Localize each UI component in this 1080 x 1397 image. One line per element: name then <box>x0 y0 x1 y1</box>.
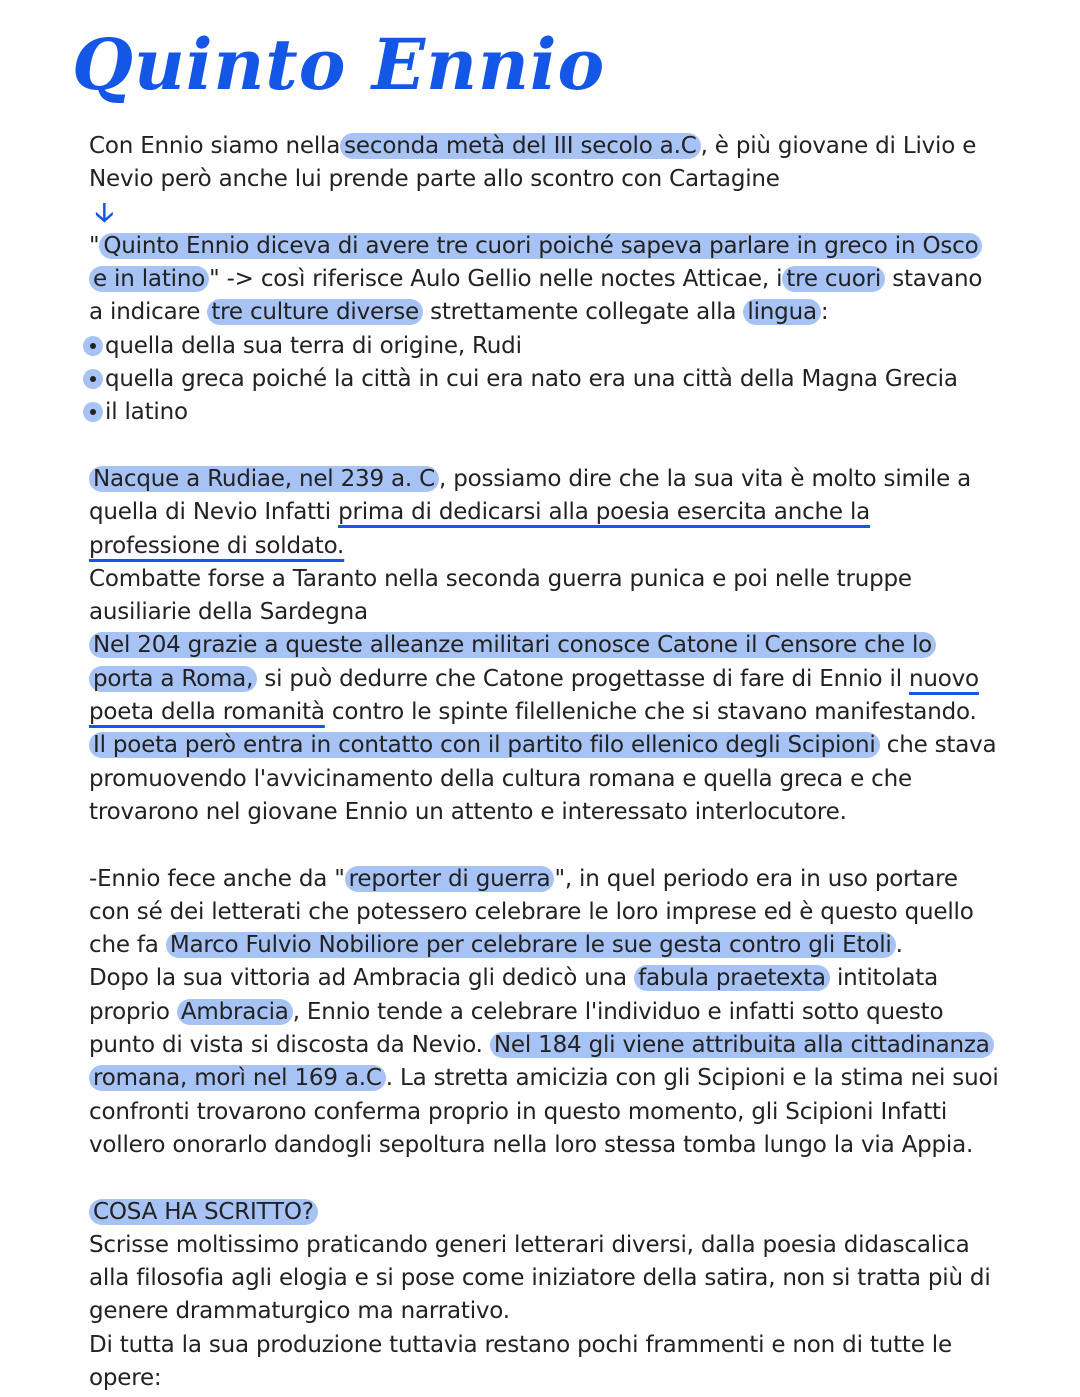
quote-paragraph: " Quinto Ennio diceva di avere tre cuori poiché sapeva parlare in greco in Osco e in latino " -> così riferisce Aulo Gellio nelle noctes Atticae, i tre cuori stavano a indicare tre culture diverse strettamente collegate alla lingua : <box>89 232 983 326</box>
highlight: seconda metà del III secolo a.C <box>340 133 700 159</box>
highlight: lingua <box>743 299 820 325</box>
bullet-icon <box>83 402 103 422</box>
highlight: Il poeta però entra in contatto con il partito filo ellenico degli Scipioni <box>89 732 880 758</box>
bullet-icon <box>83 336 103 356</box>
underline: prima di dedicarsi alla poesia esercita anche la professione di soldato. <box>89 499 871 559</box>
rome-paragraph: Nel 204 grazie a queste alleanze militari conosce Catone il Censore che lo porta a Roma, si può dedurre che Catone progettasse di fare di Ennio il nuovo poeta della romanità contro le spinte filelleniche che si stavano manifestando. Il poeta però entra in contatto con il partito filo ellenico degli Scipioni che stava promuovendo l'avvicinamento della cultura romana e quella greca e che trovarono nel giovane Ennio un attento e interessato interlocutore. <box>89 632 997 825</box>
highlight: Nel 204 grazie a queste alleanze militari conosce Catone il Censore che lo porta a Roma, <box>89 632 936 691</box>
life-paragraph: Nacque a Rudiae, nel 239 a. C , possiamo dire che la sua vita è molto simile a quella di Nevio Infatti prima di dedicarsi alla poesia esercita anche la professione di soldato. <box>89 465 972 559</box>
list-item: quella greca poiché la città in cui era nato era una città della Magna Grecia <box>89 363 999 396</box>
section-heading <box>89 1196 999 1229</box>
highlight: Quinto Ennio diceva di avere tre cuori poiché sapeva parlare in greco in Osco e in latino <box>89 233 982 292</box>
works-paragraph-2: Di tutta la sua produzione tuttavia restano pochi frammenti e non di tutte le opere: <box>89 1331 952 1391</box>
highlight: tre culture diverse <box>207 299 423 325</box>
highlight: COSA HA SCRITTO? <box>89 1199 318 1225</box>
intro-paragraph: Con Ennio siamo nella seconda metà del III secolo a.C , è più giovane di Livio e Nevio però anche lui prende parte allo scontro con Cartagine <box>89 133 977 193</box>
list-item: il latino <box>89 396 999 429</box>
highlight: reporter di guerra <box>345 866 555 892</box>
works-paragraph: Scrisse moltissimo praticando generi letterari diversi, dalla poesia didascalica alla filosofia agli elogia e si pose come iniziatore della satira, non si tratta più di genere drammaturgico ma narrativo. <box>89 1231 991 1325</box>
highlight: Nel 184 gli viene attribuita alla cittadinanza romana, morì nel 169 a.C <box>89 1032 994 1091</box>
highlight: Ambracia <box>177 999 293 1025</box>
highlight: fabula praetexta <box>634 965 830 991</box>
reporter-paragraph: -Ennio fece anche da " reporter di guerra ", in quel periodo era in uso portare con sé dei letterati che potessero celebrare le loro imprese ed è questo quello che fa Marco Fulvio Nobiliore per celebrare le sue gesta contro gli Etoli . <box>89 865 974 959</box>
page-title: Quinto Ennio <box>72 23 606 106</box>
bullet-icon <box>83 369 103 389</box>
down-arrow-icon: 🡣 <box>95 197 114 228</box>
highlight: tre cuori <box>782 266 885 292</box>
notes-body <box>89 130 999 1395</box>
war-paragraph: Combatte forse a Taranto nella seconda guerra punica e poi nelle truppe ausiliarie della Sardegna <box>89 565 912 626</box>
list-item: quella della sua terra di origine, Rudi <box>89 330 999 363</box>
ambracia-paragraph: Dopo la sua vittoria ad Ambracia gli dedicò una fabula praetexta intitolata proprio Ambracia , Ennio tende a celebrare l'individuo e infatti sotto questo punto di vista si discosta da Nevio. Nel 184 gli viene attribuita alla cittadinanza romana, morì nel 169 a.C . La stretta amicizia con gli Scipioni e la stima nei suoi confronti trovarono conferma proprio in questo momento, gli Scipioni Infatti vollero onorarlo dandogli sepoltura nella loro stessa tomba lungo la via Appia. <box>89 965 999 1158</box>
highlight: Marco Fulvio Nobiliore per celebrare le sue gesta contro gli Etoli <box>166 932 896 958</box>
highlight: Nacque a Rudiae, nel 239 a. C <box>89 466 439 492</box>
underline: nuovo poeta della romanità <box>89 665 979 726</box>
